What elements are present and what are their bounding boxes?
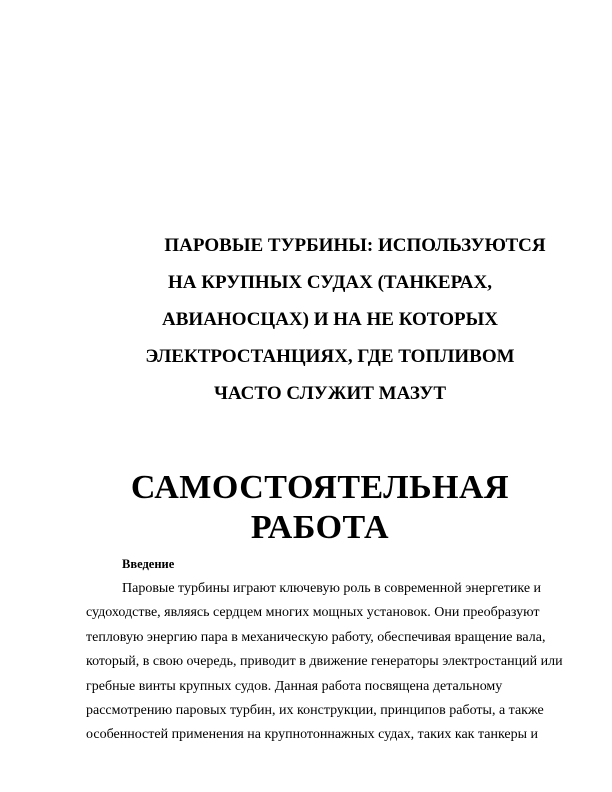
paragraph-line: судоходстве, являясь сердцем многих мощных установок. Они преобразуют — [86, 605, 540, 621]
title-line: САМОСТОЯТЕЛЬНАЯ — [130, 469, 510, 506]
topic-line: НА КРУПНЫХ СУДАХ (ТАНКЕРАХ, — [168, 272, 492, 293]
paragraph-line: тепловую энергию пара в механическую работу, обеспечивая вращение вала, — [86, 629, 546, 645]
paragraph-line: гребные винты крупных судов. Данная работа посвящена детальному — [86, 678, 503, 694]
introduction-paragraph — [86, 577, 572, 748]
topic-heading — [70, 227, 590, 412]
paragraph-line: особенностей применения на крупнотоннажных судах, таких как танкеры и — [86, 727, 539, 743]
topic-line: ПАРОВЫЕ ТУРБИНЫ: ИСПОЛЬЗУЮТСЯ — [164, 235, 546, 256]
section-heading: Введение — [122, 557, 175, 571]
paragraph-line: который, в свою очередь, приводит в движение генераторы электростанций или — [86, 654, 563, 670]
topic-line: ЧАСТО СЛУЖИТ МАЗУТ — [213, 383, 447, 404]
document-title — [80, 468, 560, 548]
paragraph-line: рассмотрению паровых турбин, их конструкции, принципов работы, а также — [86, 703, 544, 719]
title-line: РАБОТА — [250, 509, 390, 546]
introduction-section — [86, 555, 572, 748]
topic-line: ЭЛЕКТРОСТАНЦИЯХ, ГДЕ ТОПЛИВОМ — [145, 346, 515, 367]
topic-line: АВИАНОСЦАХ) И НА НЕ КОТОРЫХ — [162, 309, 498, 330]
paragraph-line: Паровые турбины играют ключевую роль в современной энергетике и — [122, 581, 542, 596]
